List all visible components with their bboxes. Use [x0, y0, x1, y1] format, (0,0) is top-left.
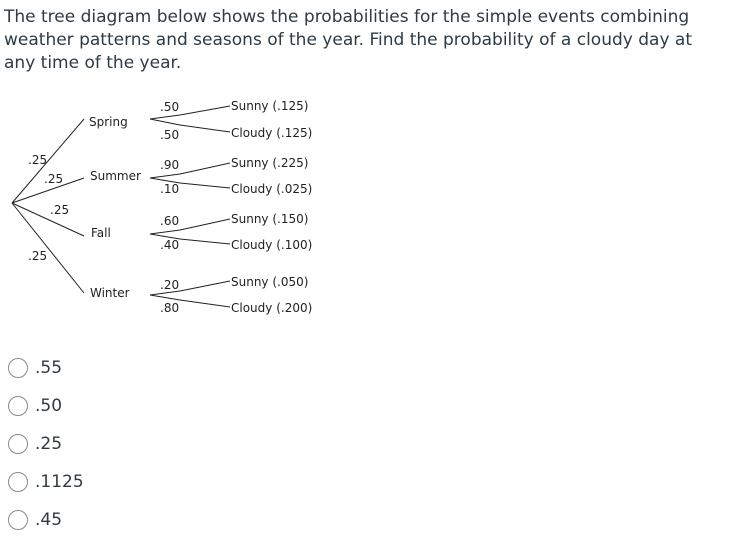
radio-button-icon[interactable]: [8, 434, 28, 454]
p-summer-sunny: .90: [160, 158, 180, 172]
choice-option-4[interactable]: [8, 463, 84, 501]
choice-option-5[interactable]: [8, 501, 84, 539]
question-text: The tree diagram below shows the probabilities for the simple events combining weather patterns and seasons of the year. Find the probability of a cloudy day at any time of the year.: [4, 7, 692, 73]
radio-button-icon[interactable]: [8, 510, 28, 530]
branch-winter-sunny: [180, 281, 230, 291]
choice-option-2[interactable]: [8, 387, 84, 425]
outcome-summer-cloudy: Cloudy (.025): [231, 182, 313, 196]
branch-fall-cloudy: [180, 239, 230, 244]
p-spring-cloudy: .50: [160, 128, 180, 142]
prob-spring: .25: [28, 153, 48, 167]
outcome-spring-sunny: Sunny (.125): [231, 99, 309, 113]
p-winter-cloudy: .80: [160, 301, 180, 315]
prob-summer: .25: [44, 172, 64, 186]
outcome-spring-cloudy: Cloudy (.125): [231, 126, 313, 140]
outcome-fall-sunny: Sunny (.150): [231, 212, 309, 226]
outcome-winter-sunny: Sunny (.050): [231, 275, 309, 289]
radio-button-icon[interactable]: [8, 472, 28, 492]
choice-label: .1125: [35, 472, 84, 492]
choice-label: .50: [35, 396, 63, 416]
season-summer: Summer: [90, 169, 141, 183]
branch-winter-split-lower: [150, 295, 180, 300]
branch-winter-cloudy: [180, 300, 230, 307]
p-winter-sunny: .20: [160, 278, 180, 292]
choice-option-3[interactable]: [8, 425, 84, 463]
season-spring: Spring: [89, 115, 128, 129]
radio-button-icon[interactable]: [8, 358, 28, 378]
branch-spring-sunny: [180, 106, 230, 115]
tree-diagram: [0, 92, 340, 332]
branch-summer-split-upper: [150, 174, 180, 178]
outcome-winter-cloudy: Cloudy (.200): [231, 301, 313, 315]
branch-fall-sunny: [180, 219, 230, 230]
branch-spring-split-upper: [150, 115, 180, 119]
branch-summer-cloudy: [180, 183, 230, 188]
choice-option-1[interactable]: [8, 349, 84, 387]
p-fall-sunny: .60: [160, 214, 180, 228]
branch-summer-sunny: [180, 163, 230, 174]
branch-root-winter: [12, 203, 84, 293]
choice-label: .55: [35, 358, 63, 378]
prob-fall: .25: [50, 203, 70, 217]
season-fall: Fall: [91, 226, 111, 240]
p-summer-cloudy: .10: [160, 182, 180, 196]
choice-label: .25: [35, 434, 63, 454]
radio-button-icon[interactable]: [8, 396, 28, 416]
branch-spring-split-lower: [150, 119, 180, 125]
outcome-summer-sunny: Sunny (.225): [231, 156, 309, 170]
p-spring-sunny: .50: [160, 100, 180, 114]
outcome-fall-cloudy: Cloudy (.100): [231, 238, 313, 252]
answer-choices: [8, 349, 84, 539]
branch-root-fall: [12, 203, 84, 236]
prob-winter: .25: [28, 249, 48, 263]
season-winter: Winter: [90, 286, 130, 300]
branch-spring-cloudy: [180, 125, 230, 132]
choice-label: .45: [35, 510, 63, 530]
p-fall-cloudy: .40: [160, 238, 180, 252]
branch-fall-split-upper: [150, 230, 180, 234]
